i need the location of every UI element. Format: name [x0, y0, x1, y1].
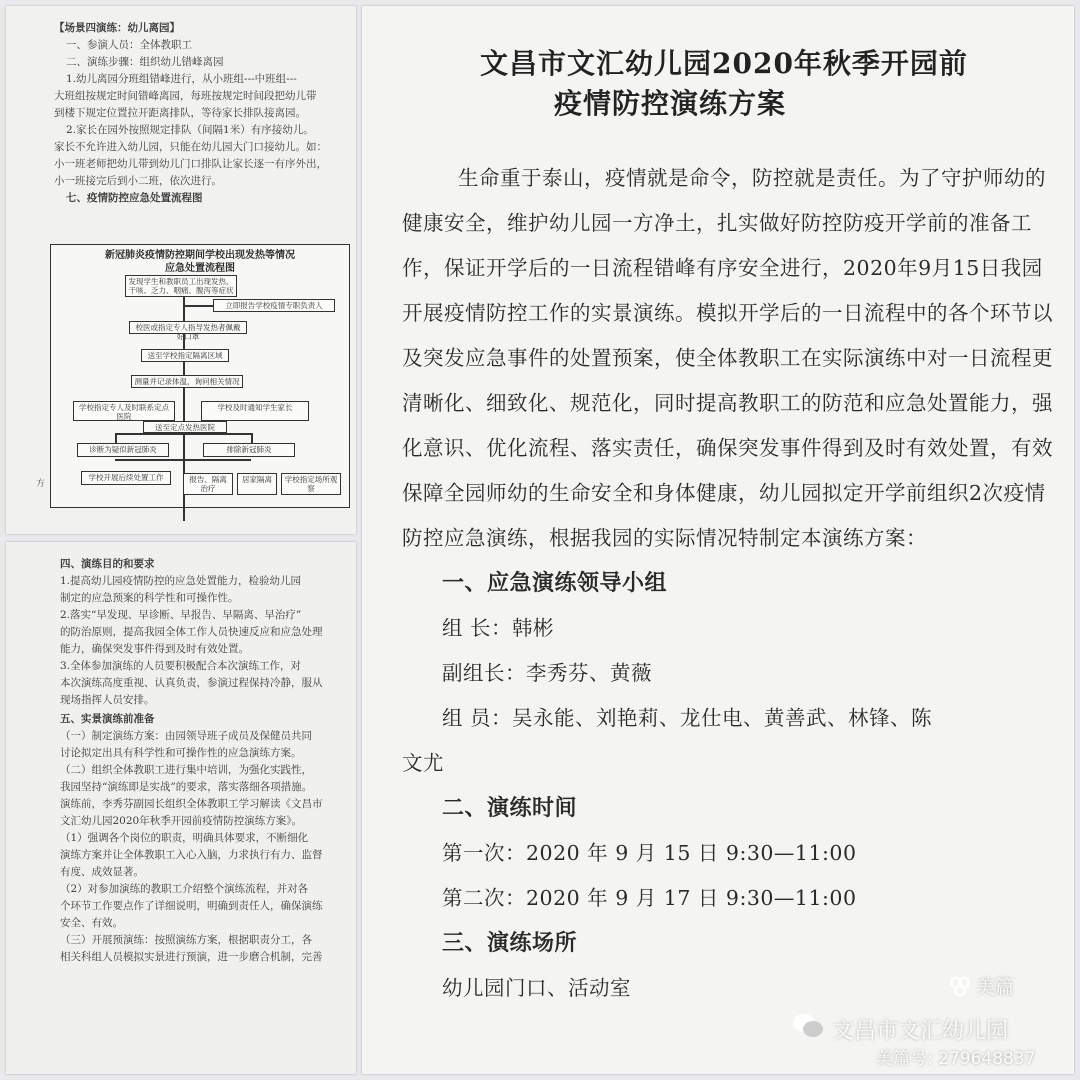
watermark-account-id: 美篇号: 279648837	[876, 1049, 1036, 1069]
flowchart-heading: 七、疫情防控应急处置流程图	[66, 192, 203, 204]
section-heading: 五、实景演练前准备	[60, 713, 155, 725]
flowchart-title-line-2: 应急处置流程图	[165, 263, 235, 274]
group-members: 组 员：吴永能、刘艳莉、龙仕电、黄善武、林锋、陈	[442, 706, 933, 730]
document-title-line-1: 文昌市文汇幼儿园2020年秋季开园前	[480, 47, 968, 80]
flow-box: 发现学生和教职员工出现发热、干咳、乏力、咽痛、腹泻等症状	[125, 275, 237, 297]
watermark-brand: 美篇	[976, 976, 1015, 998]
text-line: （一）制定演练方案：由园领导班子成员及保健员共同	[60, 730, 312, 742]
text-line: 讨论拟定出具有科学性和可操作性的应急演练方案。	[60, 747, 302, 759]
flow-connector	[183, 305, 213, 307]
text-line: 相关科组人员模拟实景进行预演，进一步磨合机制，完善	[60, 951, 323, 963]
section-heading-location: 三、演练场所	[442, 931, 578, 956]
document-page-plan	[362, 6, 1074, 1074]
flow-box: 排除新冠肺炎	[203, 443, 295, 457]
intro-paragraph: 生命重于泰山，疫情就是命令，防控就是责任。为了守护师幼的健康安全，维护幼儿园一方净土，扎实做好防控防疫开学前的准备工作，保证开学后的一日流程错峰有序安全进行，2020年9月15日我园开展疫情防控工作的实景演练。模拟开学后的一日流程中的各个环节以及突发应急事件的处置预案，使全体教职工在实际演练中对一日流程更清晰化、细致化、规范化，同时提高教职工的防范和应急处置能力，强化意识、优化流程、落实责任，确保突发事件得到及时有效处置，有效保障全园师幼的生命安全和身体健康，幼儿园拟定开学前组织2次疫情防控应急演练，根据我园的实际情况特制定本演练方案：	[402, 166, 1053, 550]
drill-time-second: 第二次：2020 年 9 月 17 日 9:30—11:00	[442, 886, 857, 910]
flow-box: 学校开展后续处置工作	[81, 471, 171, 485]
watermark-account-name: 文昌市文汇幼儿园	[832, 1019, 1009, 1044]
text-line: 大班组按规定时间错峰离园，每班按规定时间段把幼儿带	[54, 90, 317, 102]
flow-box: 报告、隔离治疗	[183, 473, 233, 495]
text-line: 现场指挥人员安排。	[60, 694, 155, 706]
text-line: 制定的应急预案的科学性和可操作性。	[60, 592, 239, 604]
deputy-leaders: 副组长：李秀芬、黄薇	[442, 661, 652, 685]
flowchart-title	[51, 249, 349, 275]
text-line: 演练方案并让全体教职工入心入脑，力求执行有力、监督	[60, 849, 323, 861]
text-line: 1.幼儿离园分班组错峰进行，从小班组---中班组---	[66, 73, 297, 85]
text-line: 的防治原则，提高我园全体工作人员快速反应和应急处理	[60, 626, 323, 638]
text-line: 有度、成效显著。	[60, 866, 144, 878]
text-line: 二、演练步骤：组织幼儿错峰离园	[66, 56, 224, 68]
emergency-flowchart	[50, 244, 350, 508]
text-line: 我园坚持“演练即是实战”的要求，落实落细各项措施。	[60, 781, 313, 793]
flow-connector	[115, 433, 251, 435]
flow-connector	[115, 433, 117, 443]
flow-box: 学校指定场所观察	[281, 473, 341, 495]
text-line: 文汇幼儿园2020年秋季开园前疫情防控演练方案》。	[60, 815, 302, 827]
wechat-icon	[792, 1012, 824, 1040]
flow-box: 立即报告学校疫情专职负责人	[213, 299, 335, 312]
drill-location: 幼儿园门口、活动室	[442, 976, 631, 1000]
flow-box: 送至定点发热医院	[143, 421, 227, 433]
text-line: 1.提高幼儿园疫情防控的应急处置能力，检验幼儿园	[60, 575, 302, 587]
document-title-line-2: 疫情防控演练方案	[554, 87, 787, 120]
text-line: 一、参演人员：全体教职工	[66, 39, 192, 51]
text-line: 本次演练高度重视、认真负责，参演过程保持冷静，服从	[60, 677, 323, 689]
text-line: 2.落实“早发现、早诊断、早报告、早隔离、早治疗”	[60, 609, 302, 621]
text-line: 到楼下规定位置拉开距离排队，等待家长排队接离园。	[54, 107, 306, 119]
flow-box: 诊断为疑似新冠肺炎	[77, 443, 169, 457]
section-heading-time: 二、演练时间	[442, 796, 578, 821]
flow-box: 居家隔离	[237, 473, 277, 495]
document-page-scene-four	[6, 6, 356, 534]
group-members-continued: 文尤	[402, 751, 444, 775]
flowchart-title-line-1: 新冠肺炎疫情防控期间学校出现发热等情况	[105, 250, 295, 261]
text-line: 2.家长在园外按照规定排队（间隔1米）有序接幼儿。	[66, 124, 314, 136]
scene-heading: 【场景四演练：幼儿离园】	[54, 22, 180, 34]
requirements-text	[60, 554, 346, 966]
text-line: 个环节工作要点作了详细说明，明确到责任人，确保演练	[60, 900, 323, 912]
text-line: 家长不允许进入幼儿园，只能在幼儿园大门口接幼儿。如：	[54, 141, 327, 153]
drill-time-first: 第一次：2020 年 9 月 15 日 9:30—11:00	[442, 841, 857, 865]
group-leader: 组 长：韩彬	[442, 616, 555, 640]
flow-connector	[251, 433, 253, 443]
flow-box: 校医或指定专人指导发热者佩戴好口罩	[129, 321, 247, 334]
text-line: 安全、有效。	[60, 917, 123, 929]
meipian-logo-icon	[948, 974, 972, 998]
flow-box: 送至学校指定隔离区域	[141, 349, 229, 362]
text-line: 演练前，李秀芬副园长组织全体教职工学习解读《文昌市	[60, 798, 323, 810]
text-line: （三）开展预演练：按照演练方案，根据职责分工，各	[60, 934, 312, 946]
flow-box: 学校及时通知学生家长	[201, 401, 309, 421]
flow-box: 学校指定专人及时联系定点医院	[73, 401, 175, 421]
flow-connector	[115, 459, 251, 461]
text-line: （1）强调各个岗位的职责，明确具体要求，不断细化	[60, 832, 309, 844]
plan-body	[402, 156, 1062, 1011]
section-heading-leadership: 一、应急演练领导小组	[442, 571, 668, 596]
text-line: 小一班老师把幼儿带到幼儿门口排队让家长逐一有序外出，	[54, 158, 327, 170]
document-page-requirements	[6, 542, 356, 1074]
text-line: 能力，确保突发事件得到及时有效处置。	[60, 643, 249, 655]
section-heading: 四、演练目的和要求	[60, 558, 155, 570]
margin-mark: 方	[36, 479, 46, 489]
text-line: （二）组织全体教职工进行集中培训，为强化实践性，	[60, 764, 312, 776]
flow-box: 测量并记录体温，询问相关情况	[131, 375, 243, 388]
text-line: 3.全体参加演练的人员要积极配合本次演练工作，对	[60, 660, 302, 672]
text-line: 小一班接完后到小二班，依次进行。	[54, 175, 222, 187]
scene-four-text	[54, 20, 344, 207]
text-line: （2）对参加演练的教职工介绍整个演练流程，并对各	[60, 883, 309, 895]
